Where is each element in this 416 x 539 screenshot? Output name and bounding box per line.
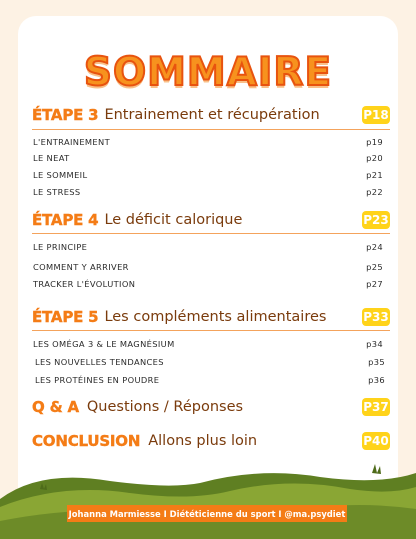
page-badge: P23: [363, 213, 389, 227]
toc-item-page: p25: [366, 262, 383, 272]
toc-item-label: LES NOUVELLES TENDANCES: [35, 357, 164, 367]
toc-item-label: TRACKER L'ÉVOLUTION: [33, 279, 136, 289]
section-etape-5[interactable]: [32, 308, 390, 326]
section-title: Entrainement et récupération: [104, 107, 320, 123]
section-divider: [32, 129, 390, 130]
toc-item[interactable]: [33, 242, 383, 252]
toc-item-label: LES OMÉGA 3 & LE MAGNÉSIUM: [33, 339, 175, 349]
section-title: Questions / Réponses: [86, 399, 244, 415]
toc-item-label: LE SOMMEIL: [33, 170, 88, 180]
toc-item[interactable]: [35, 357, 385, 367]
toc-item-page: p34: [366, 339, 383, 349]
section-title: Les compléments alimentaires: [104, 309, 327, 325]
toc-item-page: p24: [366, 242, 383, 252]
section-title: Allons plus loin: [148, 433, 258, 449]
page-badge: P37: [363, 400, 389, 414]
toc-item[interactable]: [33, 153, 383, 163]
toc-item-page: p35: [368, 357, 385, 367]
toc-item[interactable]: [33, 170, 383, 180]
section-label: ÉTAPE 3: [32, 106, 99, 124]
section-label: ÉTAPE 4: [32, 211, 99, 229]
section-label: CONCLUSION: [32, 432, 141, 450]
toc-item-page: p20: [366, 153, 383, 163]
section-divider: [32, 330, 390, 331]
page-badge: P40: [363, 434, 389, 448]
toc-item-page: p19: [366, 137, 383, 147]
section-title: Le déficit calorique: [104, 212, 243, 228]
page-title: SOMMAIRE: [83, 50, 333, 95]
page-badge: P33: [363, 310, 389, 324]
section-label: ÉTAPE 5: [32, 308, 99, 326]
toc-item[interactable]: [35, 375, 385, 385]
section-divider: [32, 233, 390, 234]
toc-item[interactable]: [33, 339, 383, 349]
toc-item-label: LES PROTÉINES EN POUDRE: [35, 375, 160, 385]
toc-item[interactable]: [33, 137, 383, 147]
section-q-and-a[interactable]: [32, 398, 390, 416]
toc-item-page: p22: [366, 187, 383, 197]
grass-hills-illustration: [0, 459, 416, 539]
toc-item-label: COMMENT Y ARRIVER: [33, 262, 129, 272]
toc-item-page: p21: [366, 170, 383, 180]
section-label: Q & A: [32, 398, 79, 416]
page-badge: P18: [363, 108, 389, 122]
toc-item-page: p36: [368, 375, 385, 385]
toc-item-label: LE NEAT: [33, 153, 70, 163]
toc-item-page: p27: [366, 279, 383, 289]
toc-item-label: L'ENTRAINEMENT: [33, 137, 110, 147]
toc-item[interactable]: [33, 279, 383, 289]
toc-item-label: LE STRESS: [33, 187, 81, 197]
section-etape-3[interactable]: [32, 106, 390, 124]
toc-item[interactable]: [33, 262, 383, 272]
toc-item-label: LE PRINCIPE: [33, 242, 88, 252]
toc-item[interactable]: [33, 187, 383, 197]
footer-credit: Johanna Marmiesse I Diététicienne du sport I @ma.psydiet: [67, 505, 347, 522]
section-conclusion[interactable]: [32, 432, 390, 450]
section-etape-4[interactable]: [32, 211, 390, 229]
